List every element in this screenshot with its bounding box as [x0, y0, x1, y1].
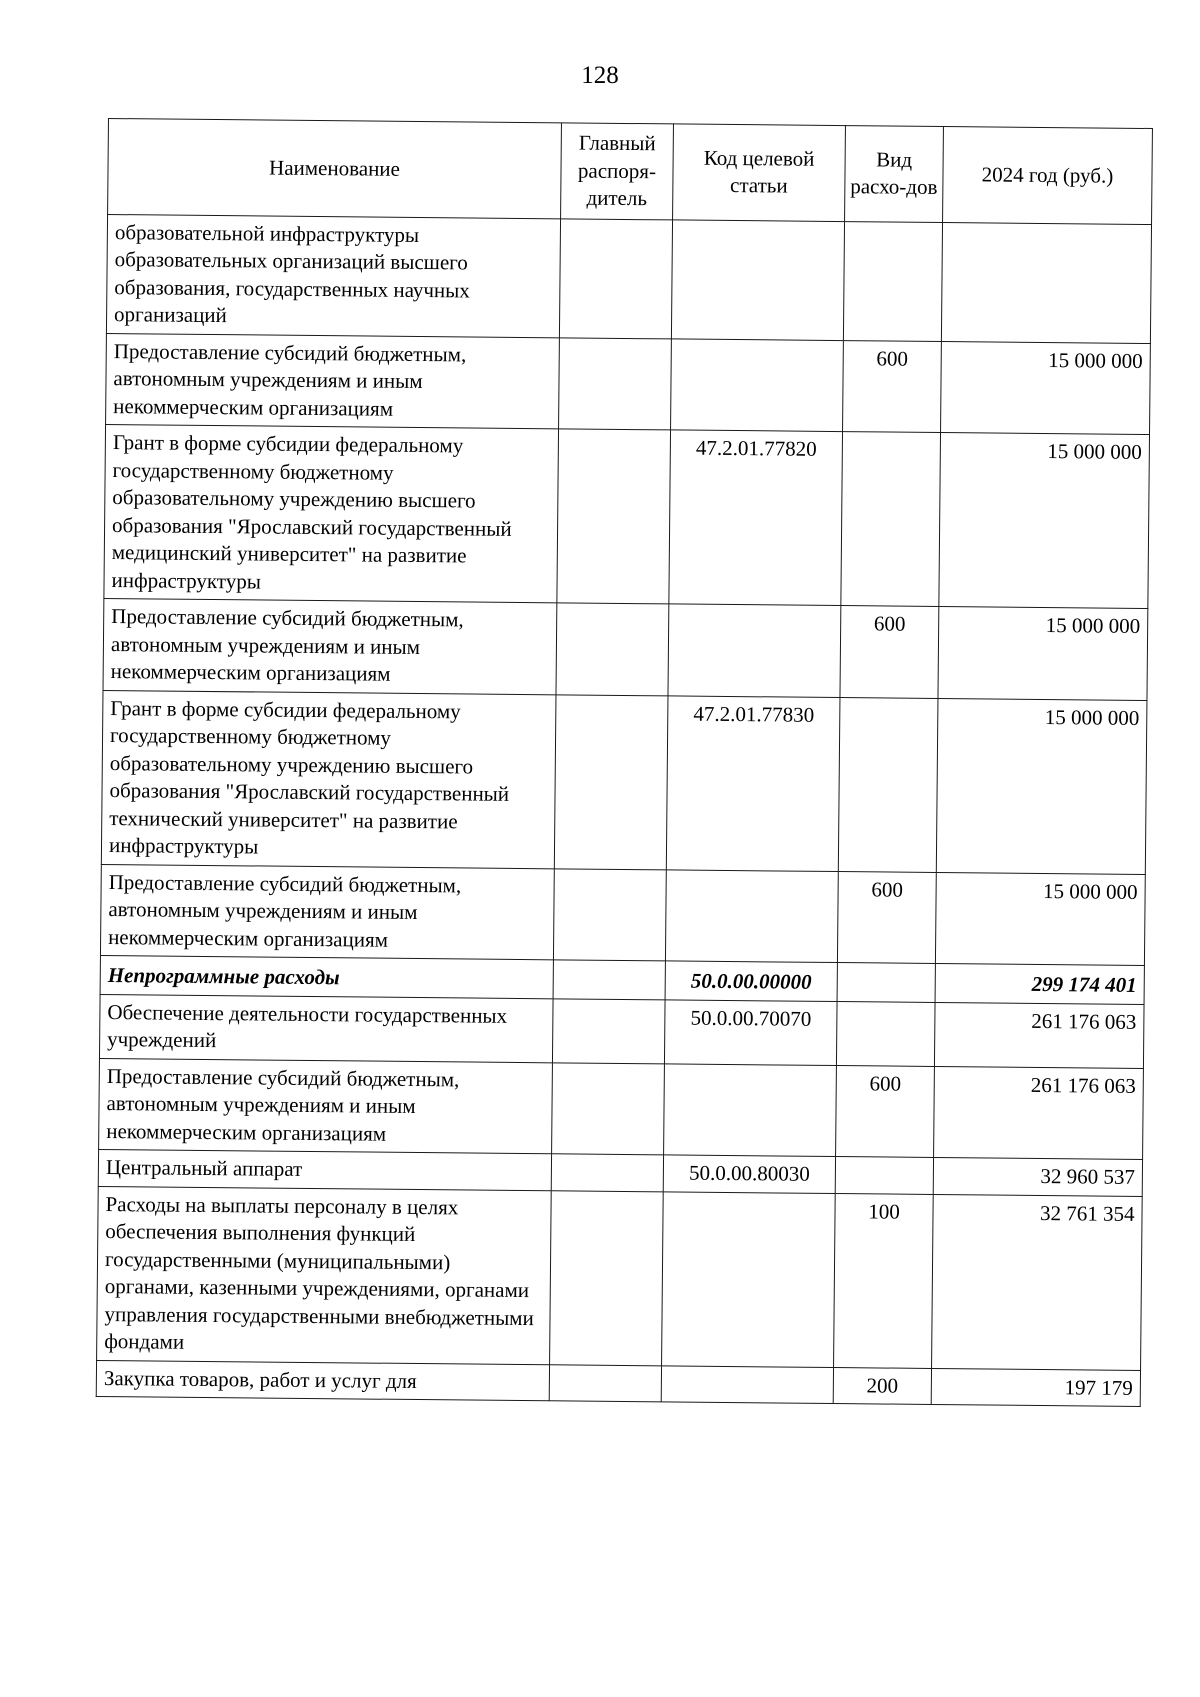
- cell-grbs: [557, 429, 671, 604]
- page-number: 128: [581, 62, 619, 89]
- cell-name: образовательной инфраструктуры образовательных организаций высшего образования, государственных научных организаций: [106, 214, 560, 337]
- header-sum: 2024 год (руб.): [943, 127, 1153, 225]
- header-name: Наименование: [108, 119, 562, 219]
- cell-vid: 200: [833, 1367, 931, 1404]
- cell-grbs: [559, 218, 672, 338]
- cell-code: [671, 219, 844, 340]
- cell-code: [664, 1063, 837, 1156]
- cell-name: Обеспечение деятельности государственных учреждений: [99, 994, 553, 1062]
- cell-sum: 15 000 000: [936, 698, 1147, 874]
- cell-code: 50.0.00.80030: [663, 1155, 835, 1193]
- table-header-row: [108, 119, 1153, 225]
- cell-code: 47.2.01.77820: [669, 430, 843, 606]
- cell-sum: 32 960 537: [933, 1157, 1142, 1196]
- cell-name: Центральный аппарат: [98, 1149, 551, 1190]
- cell-vid: [836, 1001, 935, 1066]
- header-vid: Вид расхо-дов: [845, 126, 944, 222]
- cell-sum: [941, 222, 1151, 343]
- cell-name: Расходы на выплаты персоналу в целях обеспечения выполнения функций государственными (муниципальными) органами, казенными учреждениями, органами управления государственными внебюджетными фондами: [97, 1186, 552, 1364]
- cell-sum: 299 174 401: [935, 963, 1144, 1004]
- cell-name: Грант в форме субсидии федеральному государственному бюджетному образовательному учреждению высшего образования "Ярославский государственный технический университет" на развитие инфраструктуры: [101, 690, 556, 868]
- cell-grbs: [553, 868, 666, 961]
- table-row: [101, 690, 1147, 874]
- table-row: [106, 333, 1151, 435]
- cell-vid: [837, 963, 935, 1002]
- cell-sum: 15 000 000: [941, 341, 1151, 435]
- cell-grbs: [552, 998, 665, 1063]
- cell-sum: 15 000 000: [935, 872, 1145, 966]
- cell-vid: 100: [834, 1193, 934, 1368]
- table-row: [99, 994, 1144, 1068]
- cell-grbs: [551, 1154, 663, 1192]
- cell-sum: 15 000 000: [938, 606, 1148, 700]
- cell-vid: [835, 1157, 933, 1194]
- cell-vid: 600: [836, 1065, 935, 1157]
- cell-sum: 261 176 063: [934, 1002, 1144, 1068]
- cell-vid: [841, 432, 941, 607]
- cell-name: Предоставление субсидий бюджетным, автономным учреждениям и иным некоммерческим организациям: [103, 598, 557, 694]
- table-row: [99, 1058, 1144, 1160]
- cell-sum: 32 761 354: [932, 1194, 1143, 1370]
- cell-code: [665, 869, 838, 962]
- cell-name: Предоставление субсидий бюджетным, автономным учреждениям и иным некоммерческим организациям: [106, 333, 560, 429]
- cell-name: Закупка товаров, работ и услуг для: [96, 1360, 549, 1401]
- cell-grbs: [552, 1062, 665, 1155]
- cell-code: [668, 604, 841, 697]
- cell-name: Грант в форме субсидии федеральному государственному бюджетному образовательному учреждению высшего образования "Ярославский государственный медицинский университет" на развитие инфраструктуры: [104, 424, 559, 602]
- cell-name: Непрограммные расходы: [100, 955, 553, 998]
- table-row: [100, 864, 1145, 966]
- budget-table: [96, 118, 1153, 1407]
- table-row: [106, 214, 1151, 343]
- cell-name: Предоставление субсидий бюджетным, автономным учреждениям и иным некоммерческим организациям: [99, 1058, 553, 1154]
- header-code: Код целевой статьи: [673, 124, 846, 221]
- cell-grbs: [553, 960, 665, 1000]
- cell-grbs: [549, 1364, 661, 1402]
- cell-sum: 15 000 000: [939, 433, 1150, 609]
- cell-vid: 600: [843, 340, 942, 432]
- table-row: [103, 598, 1148, 700]
- cell-sum: 261 176 063: [934, 1066, 1144, 1160]
- cell-code: [671, 338, 844, 431]
- cell-grbs: [556, 603, 669, 696]
- cell-grbs: [550, 1190, 664, 1365]
- cell-code: 50.0.00.00000: [665, 961, 837, 1001]
- cell-code: 50.0.00.70070: [664, 999, 837, 1065]
- cell-vid: [838, 697, 938, 872]
- cell-code: [662, 1191, 836, 1367]
- cell-vid: 600: [840, 606, 939, 698]
- cell-vid: [843, 221, 942, 341]
- cell-name: Предоставление субсидий бюджетным, автономным учреждениям и иным некоммерческим организациям: [100, 864, 554, 960]
- table-row: [97, 1186, 1143, 1370]
- cell-grbs: [559, 337, 672, 430]
- cell-code: 47.2.01.77830: [666, 695, 840, 871]
- cell-sum: 197 179: [931, 1368, 1140, 1407]
- cell-grbs: [554, 694, 668, 869]
- table-row: [104, 424, 1150, 608]
- cell-code: [661, 1365, 833, 1403]
- header-grbs: Главный распоря-дитель: [561, 123, 674, 220]
- cell-vid: 600: [837, 871, 936, 963]
